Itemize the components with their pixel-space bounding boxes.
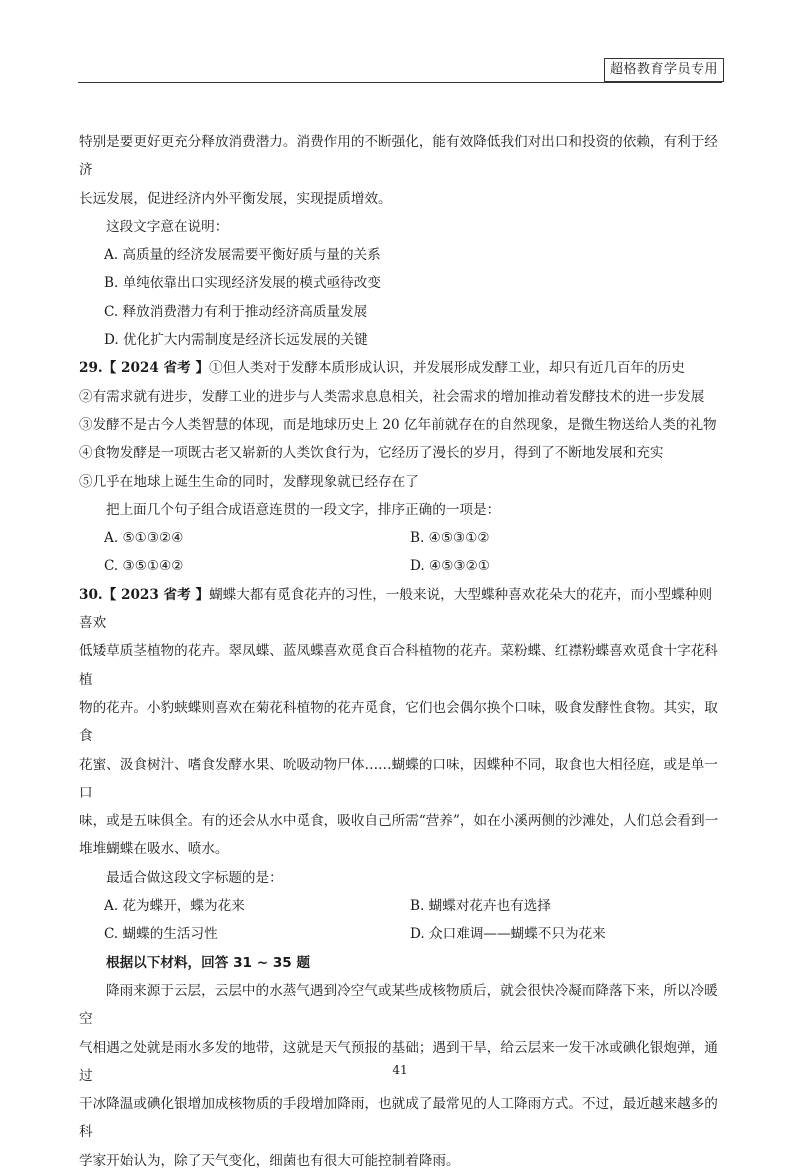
option-b: B. ④⑤③①②: [410, 530, 490, 547]
option-d: D. ④⑤③②①: [410, 558, 490, 575]
sentence-1: ①但人类对于发酵本质形成认识，并发展形成发酵工业，却只有近几百年的历史: [209, 360, 685, 377]
passage-line: 蝴蝶大都有觅食花卉的习性，一般来说，大型蝶种喜欢花朵大的花卉，而小型蝶种则喜欢: [79, 586, 713, 632]
passage-line: 堆堆蝴蝶在吸水、喷水。: [79, 841, 229, 858]
question-prompt: 把上面几个句子组合成语意连贯的一段文字，排序正确的一项是：: [106, 501, 501, 518]
option-b: B. 蝴蝶对花卉也有选择: [410, 898, 551, 915]
options-row: [79, 892, 725, 920]
material-line: 气相遇之处就是雨水多发的地带，这就是天气预报的基础；遇到干旱，给云层来一发干冰或碘化银炮弹，通过: [79, 1039, 718, 1084]
option-a: A. 高质量的经济发展需要平衡好质与量的关系: [104, 247, 381, 264]
intro-line: 特别是要更好更充分释放消费潜力。消费作用的不断强化，能有效降低我们对出口和投资的依赖，有利于经济: [79, 134, 718, 179]
question-29: [79, 354, 725, 382]
question-number: 29.: [79, 360, 103, 377]
question-source: 【 2023 省考 】: [102, 586, 210, 603]
header-rule: [78, 82, 722, 83]
material-line: 干冰降温或碘化银增加成核物质的手段增加降雨，也就成了最常见的人工降雨方式。不过，最近越来越多的科: [79, 1096, 718, 1141]
question-prompt: 这段文字意在说明：: [106, 218, 229, 235]
passage-line: 低矮草质茎植物的花卉。翠凤蝶、蓝凤蝶喜欢觅食百合科植物的花卉。菜粉蝶、红襟粉蝶喜欢觅食十字花科植: [79, 643, 718, 688]
question-30: [79, 581, 725, 638]
options-row: [79, 920, 725, 948]
sentence-4: ④食物发酵是一项既古老又崭新的人类饮食行为，它经历了漫长的岁月，得到了不断地发展和充实: [79, 445, 664, 462]
sentence-2: ②有需求就有进步，发酵工业的进步与人类需求息息相关，社会需求的增加推动着发酵技术的进一步发展: [79, 388, 705, 405]
intro-line: 长远发展，促进经济内外平衡发展，实现提质增效。: [79, 190, 392, 207]
option-d: D. 众口难调——蝴蝶不只为花来: [410, 926, 606, 943]
option-b: B. 单纯依靠出口实现经济发展的模式亟待改变: [104, 275, 381, 292]
page-content: [79, 128, 725, 1175]
question-prompt: 最适合做这段文字标题的是：: [106, 869, 283, 886]
option-c: C. ③⑤①④②: [104, 558, 184, 575]
material-line: 降雨来源于云层，云层中的水蒸气遇到冷空气或某些成核物质后，就会很快冷凝而降落下来，所以冷暖空: [79, 982, 718, 1028]
question-number: 30.: [79, 586, 103, 603]
sentence-3: ③发酵不是古今人类智慧的体现，而是地球历史上 20 亿年前就存在的自然现象，是微生物送给人类的礼物: [79, 416, 717, 433]
option-a: A. 花为蝶开，蝶为花来: [104, 898, 245, 915]
question-source: 【 2024 省考 】: [102, 360, 210, 377]
sentence-5: ⑤几乎在地球上诞生生命的同时，发酵现象就已经存在了: [79, 473, 419, 490]
passage-line: 味，或是五味俱全。有的还会从水中觅食，吸收自己所需“营养”，如在小溪两侧的沙滩处，人们总会看到一: [79, 813, 719, 830]
option-d: D. 优化扩大内需制度是经济长远发展的关键: [104, 332, 368, 349]
header-tag: 超格教育学员专用: [604, 58, 724, 82]
passage-line: 花蜜、汲食树汁、嗜食发酵水果、吮吸动物尸体……蝴蝶的口味，因蝶种不同，取食也大相径庭，或是单一口: [79, 756, 718, 801]
material-heading: 根据以下材料，回答 31 ~ 35 题: [106, 954, 311, 971]
options-row: [79, 524, 725, 552]
options-row: [79, 552, 725, 580]
passage-line: 物的花卉。小豹蛱蝶则喜欢在菊花科植物的花卉觅食，它们也会偶尔换个口味，吸食发酵性食物。其实，取食: [79, 699, 718, 745]
page-number: 41: [392, 1063, 408, 1077]
material-line: 学家开始认为，除了天气变化，细菌也有很大可能控制着降雨。: [79, 1152, 460, 1169]
option-a: A. ⑤①③②④: [104, 530, 184, 547]
option-c: C. 蝴蝶的生活习性: [104, 926, 218, 943]
option-c: C. 释放消费潜力有利于推动经济高质量发展: [104, 303, 368, 320]
